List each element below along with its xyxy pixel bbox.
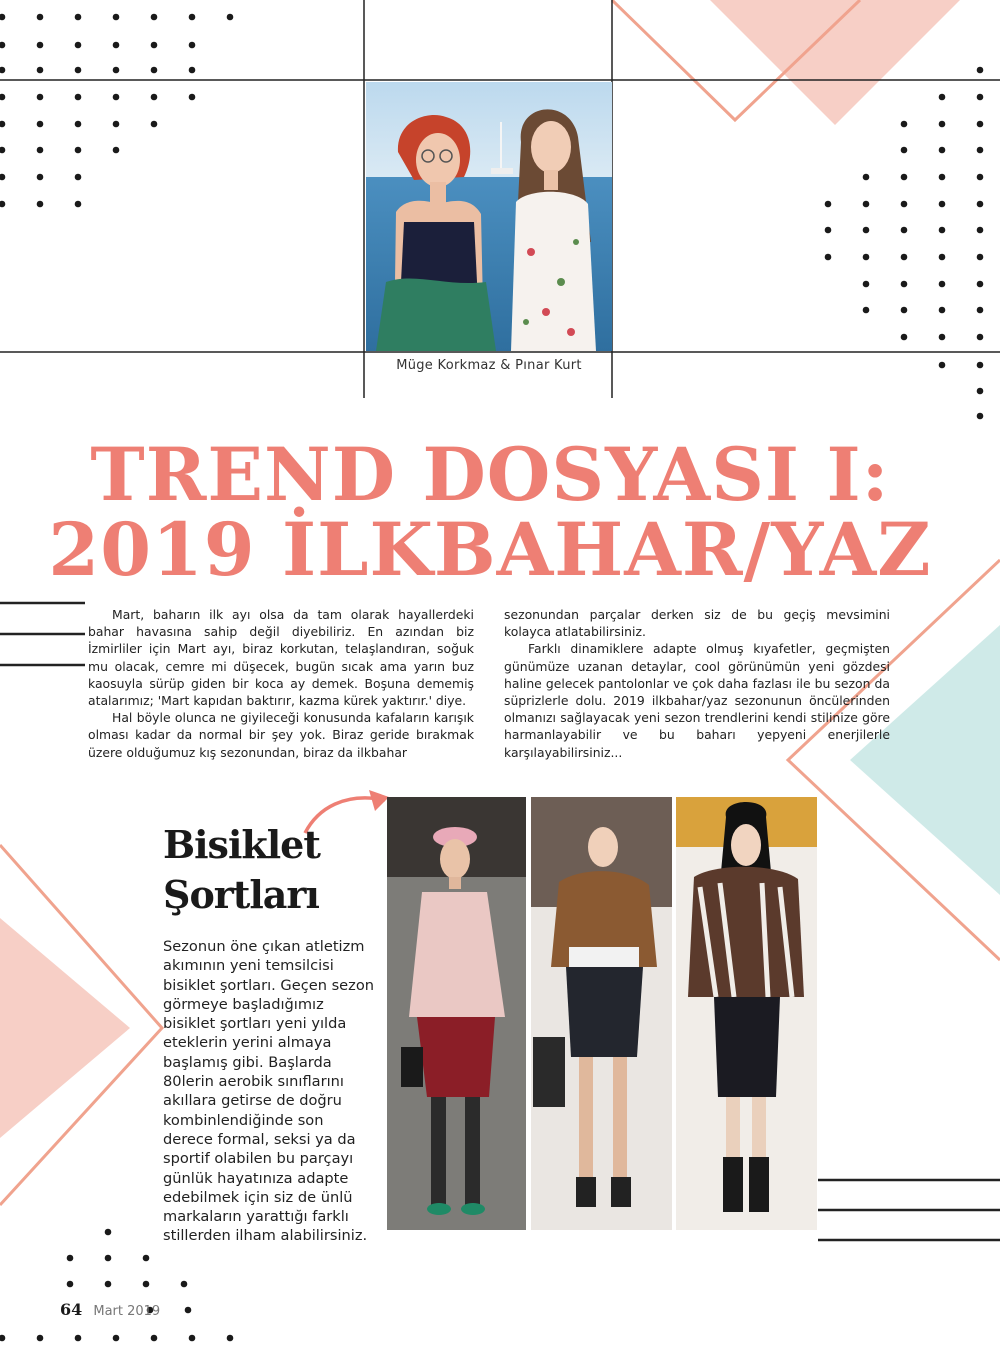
decorative-dot <box>181 1281 188 1288</box>
decorative-dot <box>0 94 5 101</box>
decorative-dot <box>939 94 946 101</box>
runway-photo-1-illustration <box>387 797 526 1230</box>
decorative-dot <box>189 14 196 21</box>
decorative-dot <box>939 362 946 369</box>
decorative-dot <box>113 14 120 21</box>
portrait-photo-illustration <box>366 82 612 351</box>
page-title <box>40 432 940 593</box>
decorative-dot <box>143 1255 150 1262</box>
decorative-dot <box>939 174 946 181</box>
decorative-dot <box>901 121 908 128</box>
decorative-dot <box>151 94 158 101</box>
decorative-dot <box>189 67 196 74</box>
decorative-dot <box>75 94 82 101</box>
decorative-dot <box>0 42 5 49</box>
decorative-dot <box>67 1255 74 1262</box>
decorative-dot <box>75 42 82 49</box>
title-line-2: 2019 İLKBAHAR/YAZ <box>48 507 932 593</box>
decorative-dot <box>37 174 44 181</box>
decorative-dot <box>227 14 234 21</box>
decorative-dot <box>227 1335 234 1342</box>
intro-paragraph: Hal böyle olunca ne giyileceği konusunda kafaların karışık olması kadar da normal bir şey yok. Biraz geride bırakmak üzere olduğumuz kış sezonundan, biraz da ilkbahar <box>88 710 474 760</box>
decorative-dot <box>67 1281 74 1288</box>
decorative-dot <box>113 67 120 74</box>
page-footer <box>60 1300 160 1319</box>
top-right-diamonds <box>612 0 960 125</box>
decorative-dot <box>113 42 120 49</box>
decorative-dot <box>901 174 908 181</box>
decorative-dot <box>105 1255 112 1262</box>
intro-column-1 <box>88 606 474 761</box>
decorative-dot <box>977 174 984 181</box>
decorative-dot <box>939 147 946 154</box>
decorative-dot <box>825 254 832 261</box>
decorative-dot <box>977 362 984 369</box>
decorative-dot <box>901 227 908 234</box>
decorative-dot <box>977 201 984 208</box>
decorative-dot <box>75 14 82 21</box>
decorative-dot <box>825 201 832 208</box>
decorative-dot <box>977 334 984 341</box>
decorative-dot <box>0 121 5 128</box>
decorative-dot <box>0 147 5 154</box>
dot-pattern-top-left <box>0 14 233 208</box>
left-rules <box>0 603 85 665</box>
decorative-dot <box>863 227 870 234</box>
page-number: 64 <box>60 1300 83 1319</box>
intro-paragraph: Mart, baharın ilk ayı olsa da tam olarak hayallerdeki bahar havasına sahip değil diyebiliriz. En azından biz İzmirliler için Mart ayı, biraz korkutan, telaşlandıran, soğuk mu olacak, cemre mi düşecek, bugün sıcak ama yarın buz kaosuyla sürüp giden bir koca ay demek. Boşuna dememiş atalarımız; 'Mart kapıdan baktırır, kazma kürek yaktırır.' diye. <box>88 607 474 709</box>
section-heading <box>163 820 363 920</box>
decorative-dot <box>75 201 82 208</box>
decorative-dot <box>977 388 984 395</box>
runway-photo-2 <box>531 797 672 1230</box>
decorative-dot <box>37 121 44 128</box>
decorative-dot <box>977 147 984 154</box>
decorative-dot <box>105 1229 112 1236</box>
decorative-dot <box>939 201 946 208</box>
decorative-dot <box>901 147 908 154</box>
decorative-dot <box>113 121 120 128</box>
decorative-dot <box>825 227 832 234</box>
decorative-dot <box>0 174 5 181</box>
decorative-dot <box>901 334 908 341</box>
section-heading-line-2: Şortları <box>163 872 319 917</box>
photo-caption: Müge Korkmaz & Pınar Kurt <box>396 358 582 373</box>
decorative-dot <box>977 67 984 74</box>
decorative-dot <box>143 1281 150 1288</box>
issue-label: Mart 2019 <box>93 1304 161 1319</box>
decorative-dot <box>185 1307 192 1314</box>
decorative-dot <box>939 307 946 314</box>
decorative-dot <box>863 201 870 208</box>
decorative-dot <box>37 42 44 49</box>
decorative-dot <box>113 1335 120 1342</box>
decorative-dot <box>75 121 82 128</box>
decorative-dot <box>75 1335 82 1342</box>
decorative-dot <box>37 201 44 208</box>
intro-column-2 <box>504 606 890 761</box>
decorative-dot <box>0 14 5 21</box>
decorative-dot <box>75 174 82 181</box>
decorative-dot <box>939 334 946 341</box>
decorative-dot <box>977 94 984 101</box>
decorative-dot <box>151 1335 158 1342</box>
decorative-dot <box>863 307 870 314</box>
decorative-dot <box>977 254 984 261</box>
intro-paragraph: sezonundan parçalar derken siz de bu geçiş mevsimini kolayca atlatabilirsiniz. <box>504 607 890 640</box>
decorative-dot <box>75 147 82 154</box>
decorative-dot <box>939 121 946 128</box>
decorative-dot <box>977 227 984 234</box>
dot-pattern-right <box>825 67 984 420</box>
decorative-dot <box>977 413 984 420</box>
decorative-dot <box>863 174 870 181</box>
decorative-dot <box>105 1281 112 1288</box>
decorative-dot <box>37 94 44 101</box>
decorative-dot <box>151 121 158 128</box>
decorative-dot <box>939 254 946 261</box>
decorative-dot <box>901 201 908 208</box>
decorative-dot <box>37 14 44 21</box>
title-line-1: TREND DOSYASI I: <box>90 432 890 518</box>
runway-photo-3 <box>676 797 817 1230</box>
decorative-dot <box>939 281 946 288</box>
runway-photo-2-illustration <box>531 797 672 1230</box>
decorative-dot <box>37 67 44 74</box>
decorative-dot <box>189 94 196 101</box>
section-heading-line-1: Bisiklet <box>163 822 320 867</box>
decorative-dot <box>977 307 984 314</box>
right-rules <box>818 1180 1000 1240</box>
decorative-dot <box>901 254 908 261</box>
section-body: Sezonun öne çıkan atletizm akımının yeni temsilcisi bisiklet şortları. Geçen sezon görmeye başladığımız bisiklet şortları yeni yılda eteklerin yerini almaya başlamış gibi. Başlarda 80lerin aerobik sınıflarını akıllara getirse de doğru kombinlendiğinde son derece formal, seksi ya da sportif olabilen bu parçayı günlük hayatınıza adapte edebilmek için siz de ünlü markaların yarattığı farklı stillerden ilham alabilirsiniz. <box>163 938 375 1245</box>
decorative-dot <box>151 14 158 21</box>
runway-photo-3-illustration <box>676 797 817 1230</box>
decorative-dot <box>189 42 196 49</box>
decorative-dot <box>0 67 5 74</box>
decorative-dot <box>151 67 158 74</box>
decorative-dot <box>113 94 120 101</box>
decorative-dot <box>151 42 158 49</box>
decorative-dot <box>939 227 946 234</box>
intro-paragraph: Farklı dinamiklere adapte olmuş kıyafetler, geçmişten günümüze uzanan detaylar, cool görünümün yeni gözdesi haline gelecek pantolonlar ve çok daha fazlası ile bu sezon da süprizlerle dolu. 2019 ilkbahar/yaz sezonunun öncülerinden olmanızı sağlayacak yeni sezon trendlerini kendi stilinize göre harmanlayabilir ve bu baharı yepyeni enerjilerle karşılayabilirsiniz... <box>504 641 890 760</box>
decorative-dot <box>37 147 44 154</box>
decorative-dot <box>901 307 908 314</box>
portrait-photo <box>366 82 612 351</box>
decorative-dot <box>37 1335 44 1342</box>
decorative-dot <box>901 281 908 288</box>
decorative-dot <box>977 281 984 288</box>
decorative-dot <box>863 281 870 288</box>
decorative-dot <box>977 121 984 128</box>
decorative-dot <box>75 67 82 74</box>
decorative-dot <box>189 1335 196 1342</box>
left-diamonds <box>0 845 162 1205</box>
decorative-dot <box>113 147 120 154</box>
decorative-dot <box>863 254 870 261</box>
decorative-dot <box>0 201 5 208</box>
runway-photo-1 <box>387 797 526 1230</box>
decorative-dot <box>0 1335 5 1342</box>
